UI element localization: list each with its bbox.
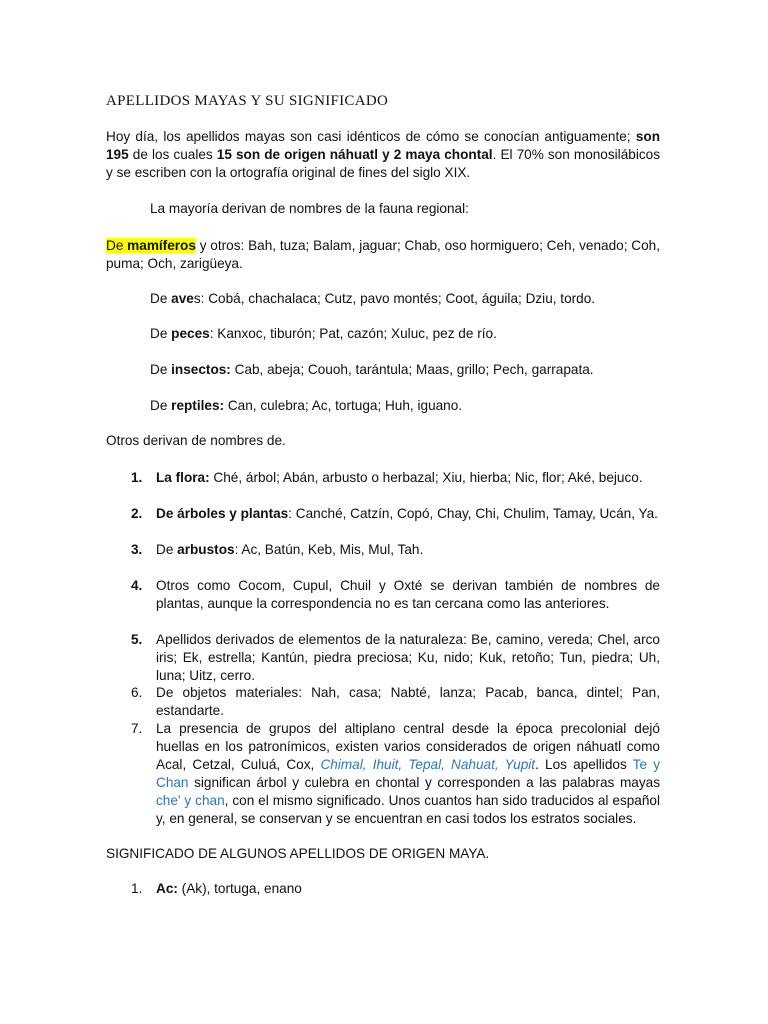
intro-bold-count: son 195 xyxy=(106,129,660,162)
list-item: Otros como Cocom, Cupul, Chuil y Oxté se derivan también de nombres de plantas, aunque la correspondencia no es tan cercana como las anteriores. xyxy=(156,578,660,611)
surname-meaning: (Ak), tortuga, enano xyxy=(177,881,302,896)
reptiles-de: De xyxy=(150,398,172,413)
surname-label: Ac: xyxy=(156,881,178,896)
list-number: 5. xyxy=(131,632,143,647)
peces-label: peces xyxy=(171,326,210,341)
otros-line: Otros derivan de nombres de. xyxy=(106,433,286,448)
item7-text: La presencia de grupos del altiplano central desde la época precolonial dejó huellas en los patronímicos, existen varios considerados de origen náhuatl como Acal, Cetzal, Culuá, Cox, xyxy=(156,721,660,772)
mamiferos-label: mamíferos xyxy=(127,238,196,253)
intro-text: Hoy día, los apellidos mayas son casi idénticos de cómo se conocían antiguamente; xyxy=(106,129,636,144)
mamiferos-paragraph xyxy=(106,237,660,273)
intro-bold-origin: 15 son de origen náhuatl y 2 maya chontal xyxy=(216,147,493,162)
item7-te-chan: Te y Chan xyxy=(156,757,660,790)
item7-nahuatl-names: Chimal, Ihuit, Tepal, Nahuat, Yupit xyxy=(320,757,536,772)
insectos-line xyxy=(150,361,594,379)
list-item-label: arbustos xyxy=(177,542,235,557)
list-item xyxy=(156,541,660,559)
list-number: 6. xyxy=(131,685,143,700)
list-item: Apellidos derivados de elementos de la naturaleza: Be, camino, vereda; Chel, arco iris; Ek, estrella; Kantún, piedra preciosa; Ku, nido; Kuk, retoño; Tun, piedra; Uh, luna; Uitz, cerro. xyxy=(156,632,660,683)
list-item-label: La flora: xyxy=(156,470,210,485)
intro-text: de los cuales xyxy=(128,147,217,162)
reptiles-text: Can, culebra; Ac, tortuga; Huh, iguano. xyxy=(224,398,463,413)
section-heading: SIGNIFICADO DE ALGUNOS APELLIDOS DE ORIGEN MAYA. xyxy=(106,846,490,861)
mamiferos-highlight xyxy=(106,238,196,253)
peces-text: : Kanxoc, tiburón; Pat, cazón; Xuluc, pez de río. xyxy=(209,326,497,341)
list-number: 7. xyxy=(131,721,143,736)
list-number: 1. xyxy=(131,881,143,896)
aves-line xyxy=(150,290,595,308)
surname-entry xyxy=(156,880,660,898)
list-number: 3. xyxy=(131,542,143,557)
page-title: APELLIDOS MAYAS Y SU SIGNIFICADO xyxy=(106,93,389,109)
peces-de: De xyxy=(150,326,172,341)
aves-text: s: Cobá, chachalaca; Cutz, pavo montés; Coot, águila; Dziu, tordo. xyxy=(193,291,596,306)
reptiles-line xyxy=(150,397,462,415)
item7-che-chan: che' y chan xyxy=(156,793,225,808)
list-item-prefix: De xyxy=(156,542,178,557)
mamiferos-de: De xyxy=(106,238,128,253)
list-number: 2. xyxy=(131,506,143,521)
reptiles-label: reptiles: xyxy=(171,398,225,413)
list-item-label: De árboles y plantas xyxy=(156,506,289,521)
list-item xyxy=(156,505,660,523)
mamiferos-text: y otros: Bah, tuza; Balam, jaguar; Chab, oso hormiguero; Ceh, venado; Coh, puma; Och, zarigüeya. xyxy=(106,238,661,271)
list-item-text: : Canché, Catzín, Copó, Chay, Chi, Chulim, Tamay, Ucán, Ya. xyxy=(288,506,658,521)
list-item-text: Ché, árbol; Abán, arbusto o herbazal; Xiu, hierba; Nic, flor; Aké, bejuco. xyxy=(209,470,643,485)
intro-paragraph xyxy=(106,128,660,182)
peces-line xyxy=(150,325,497,343)
insectos-de: De xyxy=(150,362,172,377)
item7-text: , con el mismo significado. Unos cuantos han sido traducidos al español y, en general, se conservan y se encuentran en casi todos los estratos sociales. xyxy=(156,793,660,826)
list-item-7 xyxy=(156,720,660,828)
item7-text: significan árbol y culebra en chontal y corresponden a las palabras mayas xyxy=(188,775,660,790)
intro-text: . El 70% son monosilábicos y se escriben con la ortografía original de fines del siglo XIX. xyxy=(106,147,661,180)
insectos-text: Cab, abeja; Couoh, tarántula; Maas, grillo; Pech, garrapata. xyxy=(230,362,594,377)
list-item xyxy=(156,469,660,487)
list-number: 4. xyxy=(131,578,143,593)
list-item: De objetos materiales: Nah, casa; Nabté, lanza; Pacab, banca, dintel; Pan, estandarte. xyxy=(156,685,660,718)
item7-text: . Los apellidos xyxy=(535,757,633,772)
aves-label: ave xyxy=(171,291,194,306)
insectos-label: insectos: xyxy=(171,362,231,377)
aves-de: De xyxy=(150,291,172,306)
list-item-text: : Ac, Batún, Keb, Mis, Mul, Tah. xyxy=(234,542,424,557)
list-number: 1. xyxy=(131,470,143,485)
fauna-intro: La mayoría derivan de nombres de la fauna regional: xyxy=(150,201,469,216)
